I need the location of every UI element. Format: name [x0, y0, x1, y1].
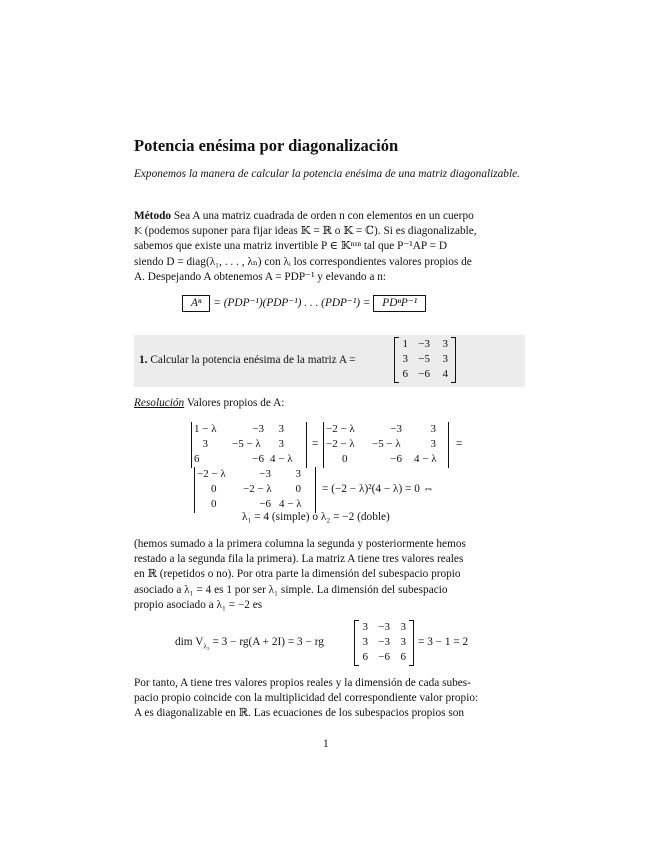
det-cell: −2 − λ: [326, 423, 355, 435]
problem-text: Calcular la potencia enésima de la matriz A =: [150, 354, 356, 366]
matrix-cell: 3: [402, 353, 408, 365]
resolution-label: Resolución: [134, 397, 185, 409]
paragraph-line: en ℝ (repetidos o no). Por otra parte la dimensión del subespacio propio: [134, 568, 461, 581]
method-line-4: sabemos que existe una matriz invertible P ∈: [134, 240, 339, 253]
det-cell: 3: [202, 438, 208, 450]
paragraph-line: propio asociado a λ₁ = −2 es: [134, 598, 263, 611]
matrix-cell: 3: [400, 636, 406, 648]
formula-lhs: Aⁿ: [182, 295, 210, 312]
det-cell: −2 − λ: [243, 483, 272, 495]
matrix-cell: 4: [442, 368, 448, 380]
det-cell: −3: [252, 423, 264, 435]
determinant-2: [322, 422, 450, 468]
resolution-intro-text: Valores propios de A:: [186, 397, 285, 409]
paragraph-line: A es diagonalizable en ℝ. Las ecuaciones de los subespacios propios son: [134, 707, 465, 720]
explanation-paragraph: [134, 537, 520, 613]
matrix-cell: 1: [402, 338, 408, 350]
problem-number: 1.: [139, 354, 148, 366]
matrix-space: 𝕂ⁿˣⁿ: [340, 240, 362, 253]
paragraph-line: Por tanto, A tiene tres valores propios reales y la dimensión de cada subes-: [134, 677, 471, 689]
matrix-cell: 3: [362, 621, 368, 633]
matrix-cell: 3: [442, 338, 448, 350]
det-cell: 6: [194, 453, 200, 465]
paragraph-line: pacio propio coincide con la multiplicidad del correspondiente valor propio:: [134, 692, 479, 705]
equals-sign: =: [312, 438, 319, 450]
matrix-cell: −5: [418, 353, 430, 365]
det-cell: −6: [390, 453, 402, 465]
matrix-cell: −6: [378, 651, 390, 663]
det-cell: −6: [259, 498, 271, 510]
resolution-intro: [134, 397, 284, 409]
dim-subscript: λ₂: [203, 641, 210, 651]
matrix-cell: −3: [418, 338, 430, 350]
page-number: 1: [323, 738, 329, 750]
problem-matrix: [394, 337, 456, 383]
abstract: Exponemos la manera de calcular la potencia enésima de una matriz diagonalizable.: [134, 168, 520, 180]
method-label: Método: [134, 210, 172, 222]
method-line-7: A. Despejando A obtenemos A = PDP⁻¹ y elevando a n:: [134, 270, 386, 283]
power-formula: [182, 295, 426, 312]
method-line-3: Si es diagonalizable,: [383, 225, 477, 238]
det-cell: 3: [278, 438, 284, 450]
det-cell: 3: [430, 438, 436, 450]
det-cell: 3: [278, 423, 284, 435]
dim-formula-rhs: = 3 − 1 = 2: [418, 636, 469, 648]
dim-label: dim V: [175, 636, 204, 648]
matrix-cell: 6: [402, 368, 408, 380]
det-cell: −2 − λ: [326, 438, 355, 450]
det-cell: 0: [211, 498, 217, 510]
det-cell: 3: [430, 423, 436, 435]
eigenvalues-line: λ₁ = 4 (simple) o λ₂ = −2 (doble): [242, 511, 390, 523]
method-line-1: Sea A una matriz cuadrada de orden n con elementos en un cuerpo: [173, 210, 474, 222]
paragraph-line: restado a la segunda fila la primera). La matriz A tiene tres valores reales: [134, 553, 464, 566]
equals-sign: =: [456, 438, 463, 450]
matrix-cell: −3: [378, 621, 390, 633]
det-cell: 0: [342, 453, 348, 465]
det-cell: 4 − λ: [279, 498, 302, 510]
det-cell: −5 − λ: [232, 438, 261, 450]
matrix-cell: −6: [418, 368, 430, 380]
det-cell: −3: [259, 468, 271, 480]
rank-matrix: [354, 620, 414, 666]
det-cell: 1 − λ: [194, 423, 217, 435]
matrix-cell: 3: [400, 621, 406, 633]
det-cell: 4 − λ: [414, 453, 437, 465]
dim-formula-lhs: [175, 636, 324, 651]
paragraph-line: asociado a λ₁ = 4 es 1 por ser λ₁ simple. La dimensión del subespacio: [134, 583, 448, 596]
method-paragraph: [134, 209, 520, 285]
det-cell: −6: [252, 453, 264, 465]
det-cell: 0: [295, 483, 301, 495]
matrix-cell: 6: [362, 651, 368, 663]
page-title: Potencia enésima por diagonalización: [134, 136, 399, 155]
det-cell: −5 − λ: [372, 438, 401, 450]
matrix-cell: 3: [442, 353, 448, 365]
paragraph-line: (hemos sumado a la primera columna la segunda y posteriormente hemos: [134, 538, 466, 550]
determinant-3: [193, 467, 317, 513]
det-cell: 4 − λ: [270, 453, 293, 465]
matrix-cell: 6: [400, 651, 406, 663]
dim-middle: = 3 − rg(A + 2I) = 3 − rg: [212, 636, 324, 648]
problem-statement: [139, 354, 356, 366]
formula-rhs: PDⁿP⁻¹: [373, 295, 426, 312]
conclusion-paragraph: [134, 676, 520, 722]
matrix-cell: −3: [378, 636, 390, 648]
det-cell: −2 − λ: [197, 468, 226, 480]
det3-result: = (−2 − λ)²(4 − λ) = 0 ⇔: [322, 483, 435, 495]
formula-middle: = (PDP⁻¹)(PDP⁻¹) . . . (PDP⁻¹) =: [213, 297, 371, 309]
field-eq: 𝕂 = ℝ o 𝕂 = ℂ).: [300, 225, 381, 238]
method-line-6: siendo D = diag(λ₁, . . . , λₙ) con λᵢ los correspondientes valores propios de: [134, 255, 472, 268]
det-cell: −3: [390, 423, 402, 435]
matrix-cell: 3: [362, 636, 368, 648]
det-cell: 0: [211, 483, 217, 495]
field-symbol: 𝕂: [134, 226, 142, 238]
determinant-1: [190, 422, 308, 468]
det-cell: 3: [295, 468, 301, 480]
method-line-5: tal que P⁻¹AP = D: [363, 240, 447, 253]
method-line-2: (podemos suponer para fijar ideas: [144, 225, 298, 238]
